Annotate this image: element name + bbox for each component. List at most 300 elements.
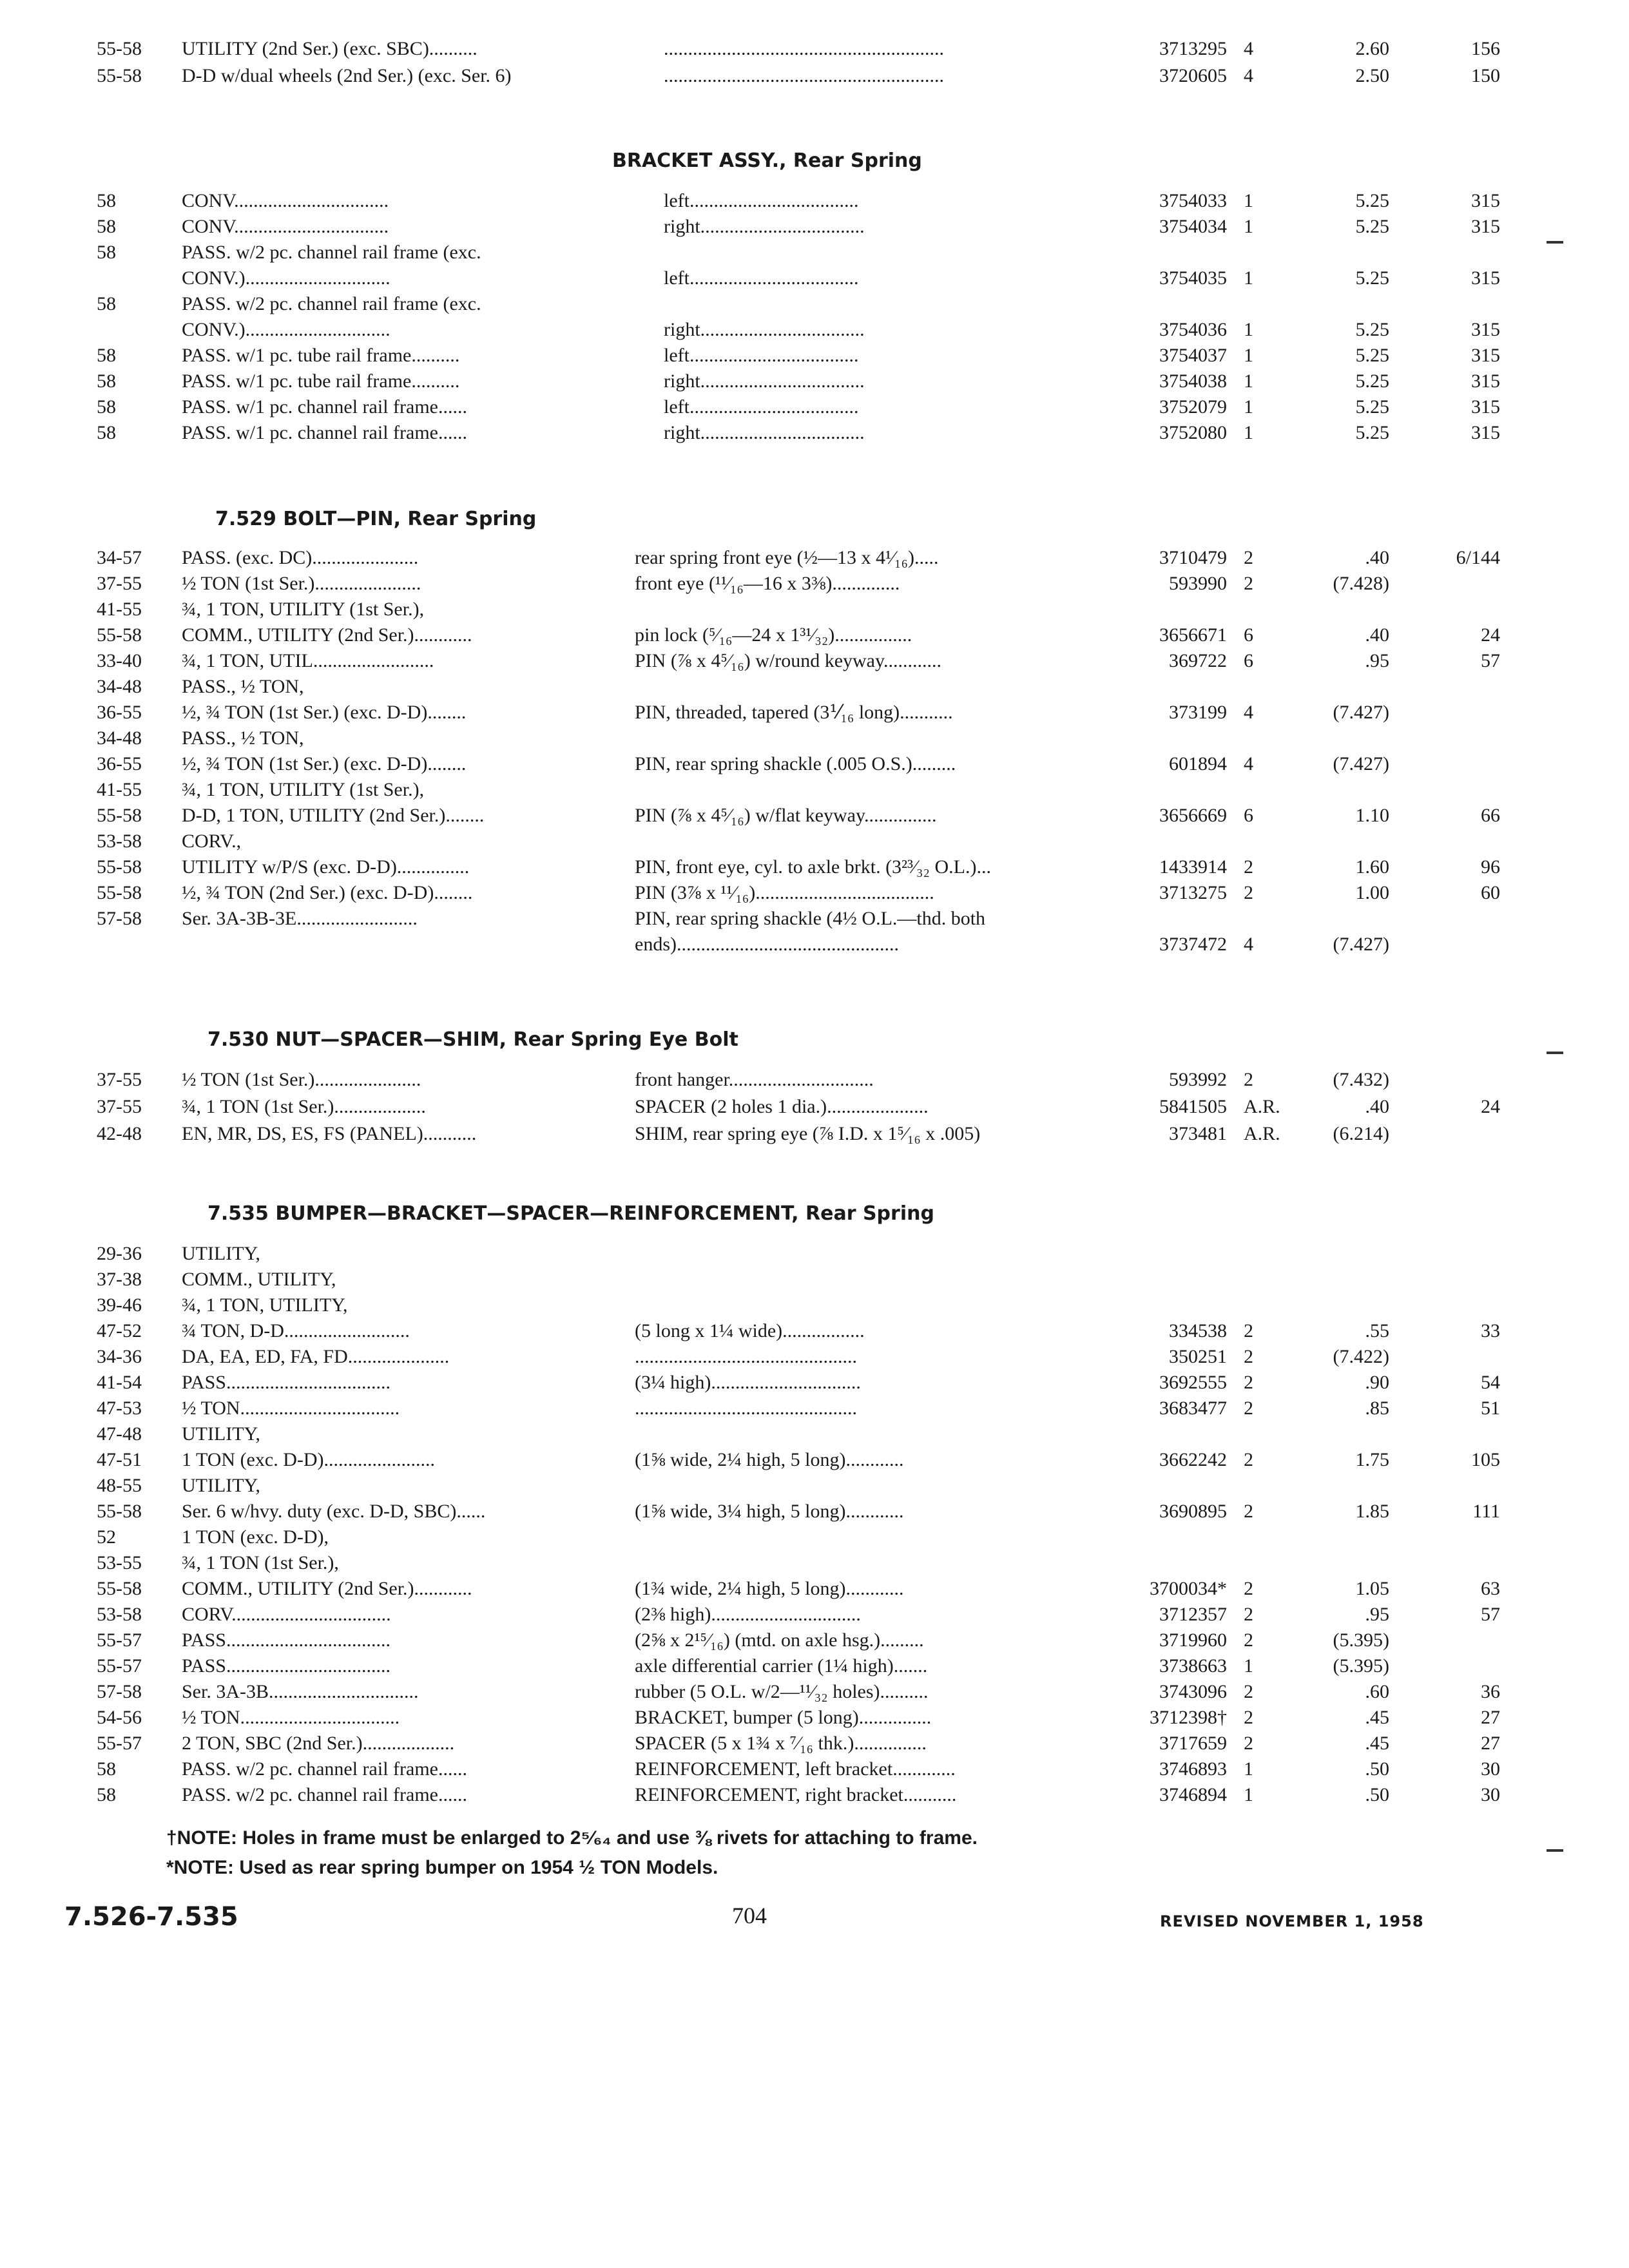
part-number: 3737472	[1159, 934, 1227, 955]
part-number: 3656671	[1159, 624, 1227, 646]
year-range: 55-57	[97, 1629, 142, 1651]
part-number: 593990	[1169, 573, 1227, 594]
price: (7.428)	[1333, 573, 1389, 594]
description-text: PIN, rear spring shackle (4½ O.L.—thd. both	[635, 908, 986, 929]
description-text: PIN, rear spring shackle (.005 O.S.).........	[635, 753, 956, 774]
model-text: CONV................................	[182, 190, 389, 211]
section-heading: BRACKET ASSY., Rear Spring	[612, 149, 922, 172]
part-number: 3656669	[1159, 805, 1227, 826]
table-row	[0, 1421, 1629, 1447]
price-code: 27	[1481, 1733, 1500, 1754]
price: 5.25	[1355, 190, 1389, 211]
part-number: 3713295	[1159, 38, 1227, 59]
quantity: 4	[1244, 934, 1253, 955]
description-text: PIN (3⅞ x ¹¹⁄₁₆).....................................	[635, 882, 934, 903]
description-text: rubber (5 O.L. w/2—¹¹⁄₃₂ holes)..........	[635, 1681, 929, 1702]
table-row	[0, 803, 1629, 829]
year-range: 57-58	[97, 1681, 142, 1702]
year-range: 58	[97, 293, 116, 314]
price-code: 60	[1481, 882, 1500, 903]
part-number: 3754035	[1159, 267, 1227, 289]
margin-mark	[1547, 1052, 1563, 1054]
quantity: 2	[1244, 1681, 1253, 1702]
description-text: ..............................................	[635, 1346, 857, 1367]
quantity: 2	[1244, 1707, 1253, 1728]
table-row	[0, 1731, 1629, 1756]
price: (7.432)	[1333, 1069, 1389, 1090]
table-row	[0, 1705, 1629, 1731]
description-text: right..................................	[664, 216, 865, 237]
table-row	[0, 571, 1629, 597]
price: (7.422)	[1333, 1346, 1389, 1367]
model-text: ½, ¾ TON (1st Ser.) (exc. D-D)........	[182, 702, 467, 723]
page-number: 704	[732, 1903, 767, 1928]
table-row	[0, 1653, 1629, 1679]
description-text: BRACKET, bumper (5 long)...............	[635, 1707, 932, 1728]
model-text: ¾, 1 TON (1st Ser.)...................	[182, 1096, 426, 1117]
table-row	[0, 1121, 1629, 1147]
quantity: 1	[1244, 190, 1253, 211]
description-text: left...................................	[664, 190, 859, 211]
quantity: A.R.	[1244, 1123, 1280, 1144]
section-code: 7.526-7.535	[64, 1902, 238, 1932]
year-range: 37-38	[97, 1269, 142, 1290]
part-number: 3746893	[1159, 1758, 1227, 1780]
model-text: UTILITY,	[182, 1243, 260, 1264]
description-text: right..................................	[664, 319, 865, 340]
model-text: PASS., ½ TON,	[182, 727, 304, 749]
revision-date: REVISED NOVEMBER 1, 1958	[1160, 1912, 1424, 1930]
price: .50	[1365, 1784, 1389, 1805]
part-number: 593992	[1169, 1069, 1227, 1090]
price-code: 105	[1471, 1449, 1500, 1470]
table-row	[0, 394, 1629, 420]
price-code: 36	[1481, 1681, 1500, 1702]
year-range: 55-58	[97, 1501, 142, 1522]
table-row	[0, 854, 1629, 880]
description-text: right..................................	[664, 370, 865, 392]
description-text: left...................................	[664, 396, 859, 418]
table-row	[0, 1370, 1629, 1396]
model-text: CONV.)..............................	[182, 267, 390, 289]
year-range: 58	[97, 422, 116, 443]
table-row	[0, 700, 1629, 726]
part-number: 3752079	[1159, 396, 1227, 418]
price: .40	[1365, 547, 1389, 568]
quantity: 2	[1244, 882, 1253, 903]
description-text: axle differential carrier (1¼ high).......	[635, 1655, 928, 1677]
model-text: D-D w/dual wheels (2nd Ser.) (exc. Ser. 6)	[182, 65, 512, 86]
table-row	[0, 1602, 1629, 1628]
model-text: PASS..................................	[182, 1629, 390, 1651]
year-range: 53-58	[97, 831, 142, 852]
model-text: ¾, 1 TON, UTILITY (1st Ser.),	[182, 779, 425, 800]
model-text: PASS. w/2 pc. channel rail frame (exc.	[182, 293, 481, 314]
table-row	[0, 880, 1629, 906]
description-text: ..............................................	[635, 1398, 857, 1419]
description-text: left...................................	[664, 267, 859, 289]
price: 1.60	[1355, 856, 1389, 878]
year-range: 34-57	[97, 547, 142, 568]
model-text: 2 TON, SBC (2nd Ser.)...................	[182, 1733, 455, 1754]
table-row	[0, 240, 1629, 265]
price-code: 315	[1471, 422, 1500, 443]
year-range: 41-55	[97, 599, 142, 620]
model-text: D-D, 1 TON, UTILITY (2nd Ser.)........	[182, 805, 485, 826]
year-range: 33-40	[97, 650, 142, 671]
quantity: 1	[1244, 396, 1253, 418]
description-text: SHIM, rear spring eye (⅞ I.D. x 1⁵⁄₁₆ x .005)	[635, 1123, 981, 1144]
part-number: 3754036	[1159, 319, 1227, 340]
price: 5.25	[1355, 267, 1389, 289]
part-number: 373481	[1169, 1123, 1227, 1144]
margin-mark	[1547, 241, 1563, 244]
part-number: 3754037	[1159, 345, 1227, 366]
part-number: 3692555	[1159, 1372, 1227, 1393]
price-code: 24	[1481, 1096, 1500, 1117]
table-row	[0, 265, 1629, 291]
model-text: COMM., UTILITY,	[182, 1269, 336, 1290]
table-row	[0, 1499, 1629, 1524]
part-number: 3717659	[1159, 1733, 1227, 1754]
description-text: ..........................................................	[664, 65, 944, 86]
year-range: 41-55	[97, 779, 142, 800]
year-range: 58	[97, 216, 116, 237]
year-range: 47-52	[97, 1320, 142, 1341]
model-text: Ser. 3A-3B-3E.........................	[182, 908, 418, 929]
model-text: ¾ TON, D-D..........................	[182, 1320, 410, 1341]
part-number: 3746894	[1159, 1784, 1227, 1805]
table-row	[0, 1550, 1629, 1576]
model-text: PASS. w/1 pc. channel rail frame......	[182, 422, 467, 443]
model-text: PASS. w/2 pc. channel rail frame......	[182, 1758, 467, 1780]
model-text: ½ TON (1st Ser.)......................	[182, 573, 421, 594]
model-text: PASS..................................	[182, 1655, 390, 1677]
quantity: 2	[1244, 856, 1253, 878]
model-text: CONV.)..............................	[182, 319, 390, 340]
quantity: 2	[1244, 1449, 1253, 1470]
table-row	[0, 829, 1629, 854]
table-row	[0, 1447, 1629, 1473]
table-row	[0, 597, 1629, 622]
price-code: 315	[1471, 345, 1500, 366]
table-row	[0, 1628, 1629, 1653]
quantity: 4	[1244, 65, 1253, 86]
quantity: 6	[1244, 624, 1253, 646]
price: 5.25	[1355, 396, 1389, 418]
description-text: PIN, front eye, cyl. to axle brkt. (3²³⁄₃₂ O.L.)...	[635, 856, 991, 878]
price: .40	[1365, 624, 1389, 646]
price: .55	[1365, 1320, 1389, 1341]
table-row	[0, 317, 1629, 343]
footnote-asterisk: *NOTE: Used as rear spring bumper on 1954 ½ TON Models.	[166, 1857, 718, 1878]
price-code: 156	[1471, 38, 1500, 59]
model-text: PASS. w/1 pc. channel rail frame......	[182, 396, 467, 418]
part-number: 3712398†	[1150, 1707, 1227, 1728]
price-code: 111	[1472, 1501, 1500, 1522]
table-row	[0, 188, 1629, 214]
model-text: Ser. 6 w/hvy. duty (exc. D-D, SBC)......	[182, 1501, 486, 1522]
table-row	[0, 932, 1629, 957]
year-range: 37-55	[97, 573, 142, 594]
year-range: 58	[97, 1784, 116, 1805]
price: 5.25	[1355, 345, 1389, 366]
model-text: PASS..................................	[182, 1372, 390, 1393]
section-heading: 7.529 BOLT—PIN, Rear Spring	[215, 508, 537, 530]
quantity: 2	[1244, 1069, 1253, 1090]
model-text: UTILITY w/P/S (exc. D-D)...............	[182, 856, 470, 878]
quantity: 6	[1244, 805, 1253, 826]
price: .45	[1365, 1707, 1389, 1728]
year-range: 39-46	[97, 1294, 142, 1316]
price: (5.395)	[1333, 1655, 1389, 1677]
description-text: SPACER (5 x 1¾ x ⁷⁄₁₆ thk.)...............	[635, 1733, 927, 1754]
year-range: 54-56	[97, 1707, 142, 1728]
model-text: ¾, 1 TON, UTILITY (1st Ser.),	[182, 599, 425, 620]
table-row	[0, 545, 1629, 571]
margin-mark	[1547, 1849, 1563, 1852]
quantity: 1	[1244, 267, 1253, 289]
quantity: 2	[1244, 1578, 1253, 1599]
price: .40	[1365, 1096, 1389, 1117]
year-range: 47-48	[97, 1423, 142, 1445]
part-number: 3700034*	[1150, 1578, 1227, 1599]
price-code: 30	[1481, 1758, 1500, 1780]
year-range: 55-58	[97, 38, 142, 59]
quantity: 4	[1244, 702, 1253, 723]
part-number: 350251	[1169, 1346, 1227, 1367]
section-heading: 7.535 BUMPER—BRACKET—SPACER—REINFORCEMENT, Rear Spring	[207, 1202, 934, 1225]
price: 2.60	[1355, 38, 1389, 59]
model-text: UTILITY,	[182, 1423, 260, 1445]
table-row	[0, 343, 1629, 369]
description-text: (1⅝ wide, 2¼ high, 5 long)............	[635, 1449, 904, 1470]
table-row	[0, 36, 1629, 62]
quantity: 1	[1244, 319, 1253, 340]
price-code: 57	[1481, 1604, 1500, 1625]
price: .95	[1365, 1604, 1389, 1625]
model-text: PASS. w/2 pc. channel rail frame......	[182, 1784, 467, 1805]
part-number: 3690895	[1159, 1501, 1227, 1522]
description-text: (1⅝ wide, 3¼ high, 5 long)............	[635, 1501, 904, 1522]
price: 1.00	[1355, 882, 1389, 903]
description-text: PIN, threaded, tapered (3⅟₁₆ long)...........	[635, 702, 953, 723]
part-number: 369722	[1169, 650, 1227, 671]
model-text: Ser. 3A-3B...............................	[182, 1681, 419, 1702]
description-text: (5 long x 1¼ wide).................	[635, 1320, 865, 1341]
model-text: CORV.................................	[182, 1604, 391, 1625]
table-row	[0, 420, 1629, 446]
part-number: 3719960	[1159, 1629, 1227, 1651]
price: 5.25	[1355, 216, 1389, 237]
description-text: front eye (¹¹⁄₁₆—16 x 3⅜)..............	[635, 573, 900, 594]
year-range: 55-58	[97, 805, 142, 826]
quantity: 2	[1244, 573, 1253, 594]
quantity: 2	[1244, 547, 1253, 568]
table-row	[0, 1344, 1629, 1370]
year-range: 53-55	[97, 1552, 142, 1573]
model-text: ¾, 1 TON, UTILITY,	[182, 1294, 348, 1316]
description-text: rear spring front eye (½—13 x 4¹⁄₁₆).....	[635, 547, 939, 568]
price: (7.427)	[1333, 702, 1389, 723]
description-text: PIN (⅞ x 4⁵⁄₁₆) w/round keyway............	[635, 650, 942, 671]
table-row	[0, 906, 1629, 932]
table-row	[0, 1094, 1629, 1120]
quantity: 2	[1244, 1629, 1253, 1651]
description-text: REINFORCEMENT, right bracket...........	[635, 1784, 957, 1805]
quantity: 1	[1244, 345, 1253, 366]
table-row	[0, 1679, 1629, 1705]
description-text: PIN (⅞ x 4⁵⁄₁₆) w/flat keyway...............	[635, 805, 937, 826]
part-number: 3754034	[1159, 216, 1227, 237]
table-row	[0, 622, 1629, 648]
table-row	[0, 1241, 1629, 1267]
year-range: 58	[97, 370, 116, 392]
table-row	[0, 1756, 1629, 1782]
quantity: 4	[1244, 38, 1253, 59]
price: .95	[1365, 650, 1389, 671]
price-code: 57	[1481, 650, 1500, 671]
year-range: 48-55	[97, 1475, 142, 1496]
price-code: 24	[1481, 624, 1500, 646]
table-row	[0, 648, 1629, 674]
model-text: DA, EA, ED, FA, FD.....................	[182, 1346, 450, 1367]
quantity: 6	[1244, 650, 1253, 671]
quantity: 4	[1244, 753, 1253, 774]
price-code: 315	[1471, 267, 1500, 289]
quantity: 2	[1244, 1733, 1253, 1754]
price: (7.427)	[1333, 934, 1389, 955]
part-number: 3710479	[1159, 547, 1227, 568]
model-text: COMM., UTILITY (2nd Ser.)............	[182, 1578, 472, 1599]
part-number: 3720605	[1159, 65, 1227, 86]
price: (6.214)	[1333, 1123, 1389, 1144]
description-text: REINFORCEMENT, left bracket.............	[635, 1758, 956, 1780]
description-text: ..........................................................	[664, 38, 944, 59]
quantity: 2	[1244, 1320, 1253, 1341]
price: .45	[1365, 1733, 1389, 1754]
quantity: 1	[1244, 370, 1253, 392]
table-row	[0, 369, 1629, 394]
quantity: 1	[1244, 1784, 1253, 1805]
model-text: ½, ¾ TON (2nd Ser.) (exc. D-D)........	[182, 882, 473, 903]
table-row	[0, 1576, 1629, 1602]
model-text: UTILITY,	[182, 1475, 260, 1496]
year-range: 41-54	[97, 1372, 142, 1393]
table-row	[0, 1782, 1629, 1808]
part-number: 3713275	[1159, 882, 1227, 903]
year-range: 55-58	[97, 856, 142, 878]
price-code: 63	[1481, 1578, 1500, 1599]
model-text: UTILITY (2nd Ser.) (exc. SBC)..........	[182, 38, 477, 59]
model-text: COMM., UTILITY (2nd Ser.)............	[182, 624, 472, 646]
description-text: (2⅝ x 2¹⁵⁄₁₆) (mtd. on axle hsg.).........	[635, 1629, 924, 1651]
model-text: ¾, 1 TON (1st Ser.),	[182, 1552, 339, 1573]
price: .60	[1365, 1681, 1389, 1702]
price-code: 315	[1471, 190, 1500, 211]
price-code: 54	[1481, 1372, 1500, 1393]
model-text: CORV.,	[182, 831, 242, 852]
model-text: ½, ¾ TON (1st Ser.) (exc. D-D)........	[182, 753, 467, 774]
description-text: front hanger..............................	[635, 1069, 874, 1090]
table-row	[0, 291, 1629, 317]
price-code: 315	[1471, 216, 1500, 237]
year-range: 29-36	[97, 1243, 142, 1264]
price: (5.395)	[1333, 1629, 1389, 1651]
year-range: 58	[97, 1758, 116, 1780]
price-code: 51	[1481, 1398, 1500, 1419]
model-text: PASS. w/2 pc. channel rail frame (exc.	[182, 242, 481, 263]
price: 5.25	[1355, 422, 1389, 443]
year-range: 37-55	[97, 1096, 142, 1117]
year-range: 42-48	[97, 1123, 142, 1144]
quantity: 2	[1244, 1604, 1253, 1625]
quantity: 1	[1244, 1655, 1253, 1677]
year-range: 55-57	[97, 1655, 142, 1677]
year-range: 58	[97, 190, 116, 211]
quantity: 2	[1244, 1501, 1253, 1522]
year-range: 55-58	[97, 1578, 142, 1599]
part-number: 3752080	[1159, 422, 1227, 443]
quantity: 1	[1244, 1758, 1253, 1780]
part-number: 601894	[1169, 753, 1227, 774]
model-text: PASS., ½ TON,	[182, 676, 304, 697]
price: (7.427)	[1333, 753, 1389, 774]
part-number: 3743096	[1159, 1681, 1227, 1702]
table-row	[0, 674, 1629, 700]
table-row	[0, 726, 1629, 751]
price: .90	[1365, 1372, 1389, 1393]
table-row	[0, 1067, 1629, 1093]
year-range: 47-53	[97, 1398, 142, 1419]
price: 5.25	[1355, 319, 1389, 340]
description-text: (3¼ high)...............................	[635, 1372, 861, 1393]
part-number: 3683477	[1159, 1398, 1227, 1419]
model-text: PASS. w/1 pc. tube rail frame..........	[182, 370, 460, 392]
year-range: 55-57	[97, 1733, 142, 1754]
year-range: 36-55	[97, 702, 142, 723]
year-range: 37-55	[97, 1069, 142, 1090]
year-range: 58	[97, 396, 116, 418]
part-number: 3662242	[1159, 1449, 1227, 1470]
model-text: EN, MR, DS, ES, FS (PANEL)...........	[182, 1123, 477, 1144]
year-range: 53-58	[97, 1604, 142, 1625]
table-row	[0, 1293, 1629, 1318]
price-code: 27	[1481, 1707, 1500, 1728]
year-range: 52	[97, 1526, 116, 1548]
table-row	[0, 1473, 1629, 1499]
model-text: ½ TON.................................	[182, 1707, 400, 1728]
table-row	[0, 63, 1629, 89]
quantity: 1	[1244, 216, 1253, 237]
part-number: 3754033	[1159, 190, 1227, 211]
year-range: 34-48	[97, 676, 142, 697]
price: 2.50	[1355, 65, 1389, 86]
price-code: 33	[1481, 1320, 1500, 1341]
part-number: 5841505	[1159, 1096, 1227, 1117]
table-row	[0, 1524, 1629, 1550]
price-code: 66	[1481, 805, 1500, 826]
price-code: 315	[1471, 319, 1500, 340]
model-text: CONV................................	[182, 216, 389, 237]
year-range: 58	[97, 242, 116, 263]
year-range: 55-58	[97, 882, 142, 903]
table-row	[0, 777, 1629, 803]
part-number: 373199	[1169, 702, 1227, 723]
table-row	[0, 1396, 1629, 1421]
quantity: 2	[1244, 1372, 1253, 1393]
part-number: 3754038	[1159, 370, 1227, 392]
